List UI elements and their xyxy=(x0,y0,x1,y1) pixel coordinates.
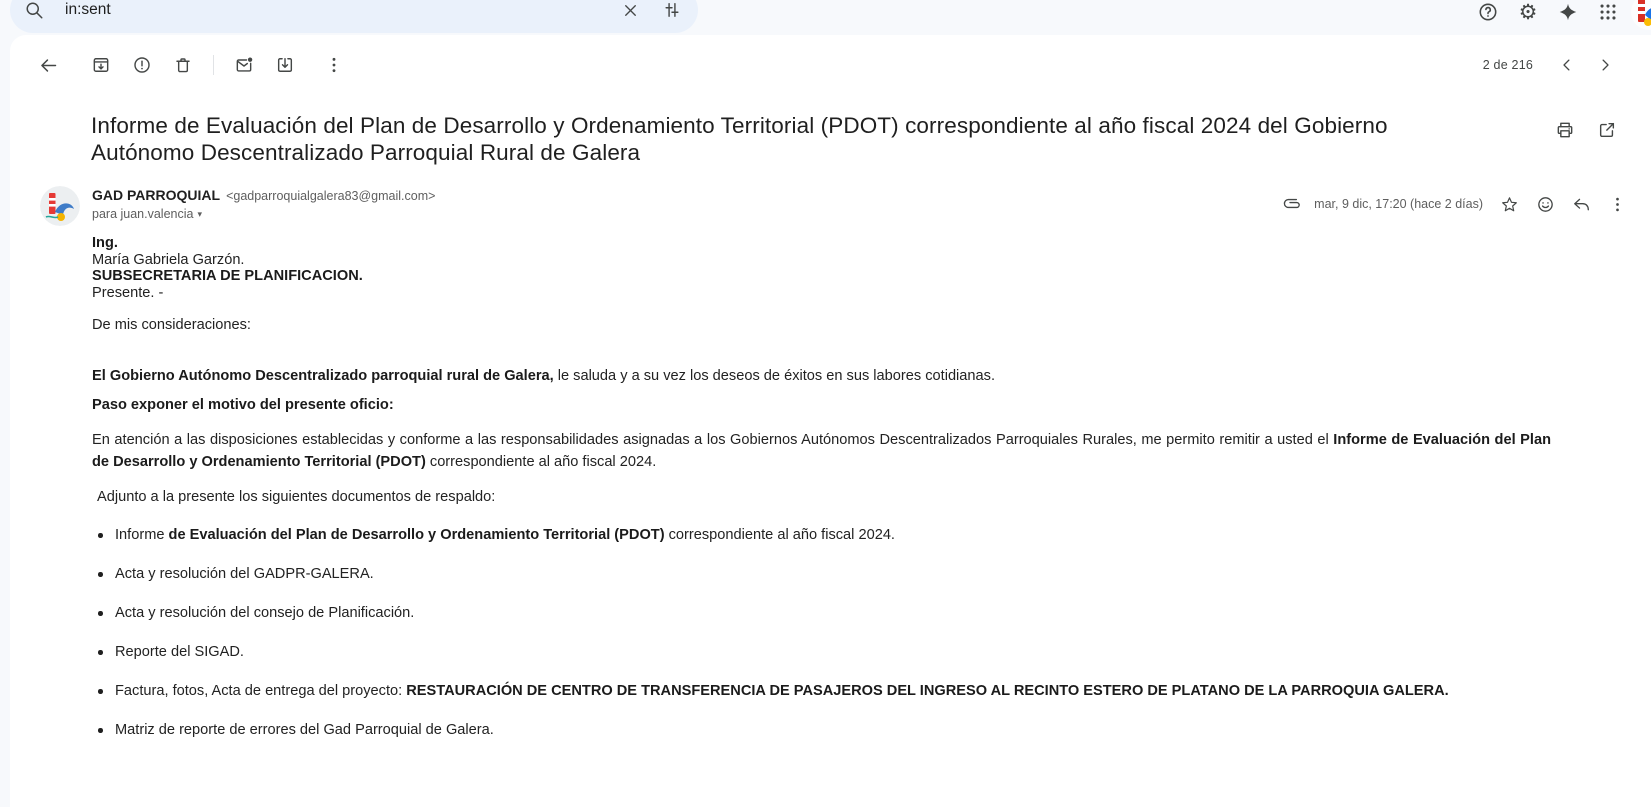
subject-actions xyxy=(1545,110,1627,150)
paragraph-adjunto: Adjunto a la presente los siguientes documentos de respaldo: xyxy=(97,489,496,505)
subject-row xyxy=(10,87,1651,166)
search-bar[interactable] xyxy=(10,0,698,33)
mark-unread-icon[interactable] xyxy=(224,45,264,85)
apps-grid-icon[interactable] xyxy=(1588,0,1628,32)
clear-search-icon[interactable] xyxy=(610,0,650,30)
email-view-card xyxy=(10,35,1651,807)
paragraph-motivo: Paso exponer el motivo del presente oficio: xyxy=(92,397,394,413)
bullet-item: Factura, fotos, Acta de entrega del proyecto: RESTAURACIÓN DE CENTRO DE TRANSFERENCIA DE PASAJEROS DEL INGRESO AL RECINTO ESTERO DE PLATANO DE LA PARROQUIA GALERA. xyxy=(115,681,1551,701)
search-icon[interactable] xyxy=(24,0,45,21)
topbar-actions xyxy=(1468,0,1651,34)
more-options-icon[interactable] xyxy=(314,45,354,85)
email-body xyxy=(10,226,1651,740)
bullet-item: Matriz de reporte de errores del Gad Parroquial de Galera. xyxy=(115,720,1551,740)
bullet-item: Informe de Evaluación del Plan de Desarrollo y Ordenamiento Territorial (PDOT) correspondiente al año fiscal 2024. xyxy=(115,525,1551,545)
salutation-role: SUBSECRETARIA DE PLANIFICACION. xyxy=(92,268,363,284)
sender-block xyxy=(92,186,435,223)
toolbar-group-archive xyxy=(81,45,203,85)
reply-icon[interactable] xyxy=(1563,186,1599,222)
salutation-title: Ing. xyxy=(92,235,118,251)
recipient-dropdown[interactable] xyxy=(92,207,202,221)
attachment-paperclip-icon[interactable] xyxy=(1274,186,1310,222)
move-to-icon[interactable] xyxy=(265,45,305,85)
toolbar-pagination xyxy=(1483,47,1623,83)
paragraph-atencion: En atención a las disposiciones establecidas y conforme a las responsabilidades asignadas a los Gobiernos Autónomos Descentralizados Parroquiales Rurales, me permito remitir a usted el Informe de Evaluación del Plan de Desarrollo y Ordenamiento Territorial (PDOT) correspondiente al año fiscal 2024. xyxy=(92,432,1551,470)
gemini-sparkle-icon[interactable] xyxy=(1548,0,1588,32)
bullet-item: Acta y resolución del consejo de Planificación. xyxy=(115,603,1551,623)
search-input[interactable] xyxy=(63,0,610,20)
attachment-list xyxy=(92,525,1551,740)
salutation-name: María Gabriela Garzón. xyxy=(92,251,245,268)
star-icon[interactable] xyxy=(1491,186,1527,222)
email-subject: Informe de Evaluación del Plan de Desarrollo y Ordenamiento Territorial (PDOT) correspondiente al año fiscal 2024 del Gobierno Autónomo Descentralizado Parroquial Rural de Galera xyxy=(91,113,1388,165)
paragraph-greeting: El Gobierno Autónomo Descentralizado parroquial rural de Galera, le saluda y a su vez los deseos de éxitos en sus labores cotidianas. xyxy=(92,368,995,384)
toolbar-divider xyxy=(213,55,214,75)
sender-avatar[interactable] xyxy=(40,186,80,226)
search-options-icon[interactable] xyxy=(652,0,692,30)
report-spam-icon[interactable] xyxy=(122,45,162,85)
archive-icon[interactable] xyxy=(81,45,121,85)
recipient-label: para juan.valencia xyxy=(92,207,194,221)
bullet-item: Reporte del SIGAD. xyxy=(115,642,1551,662)
sender-email: <gadparroquialgalera83@gmail.com> xyxy=(226,189,436,203)
chevron-down-icon: ▾ xyxy=(197,208,202,219)
toolbar-group-mail xyxy=(224,45,305,85)
email-date: mar, 9 dic, 17:20 (hace 2 días) xyxy=(1314,197,1483,211)
settings-gear-icon[interactable]: ⚙ xyxy=(1518,0,1538,24)
bullet-item: Acta y resolución del GADPR-GALERA. xyxy=(115,564,1551,584)
emoji-reaction-icon[interactable] xyxy=(1527,186,1563,222)
email-meta-actions xyxy=(1274,186,1635,222)
back-icon[interactable] xyxy=(28,45,68,85)
delete-icon[interactable] xyxy=(163,45,203,85)
email-toolbar xyxy=(10,35,1651,87)
open-in-new-window-icon[interactable] xyxy=(1587,110,1627,150)
paragraph-consideraciones: De mis consideraciones: xyxy=(92,317,251,333)
newer-email-chevron-left-icon[interactable] xyxy=(1549,47,1585,83)
sender-name: GAD PARROQUIAL xyxy=(92,187,221,203)
salutation-presente: Presente. - xyxy=(92,284,164,301)
older-email-chevron-right-icon[interactable] xyxy=(1587,47,1623,83)
help-icon[interactable] xyxy=(1468,0,1508,32)
message-more-icon[interactable] xyxy=(1599,186,1635,222)
account-avatar[interactable] xyxy=(1631,0,1651,30)
top-bar xyxy=(0,0,1651,35)
print-icon[interactable] xyxy=(1545,110,1585,150)
sender-row xyxy=(10,166,1651,226)
pagination-label: 2 de 216 xyxy=(1482,58,1533,72)
